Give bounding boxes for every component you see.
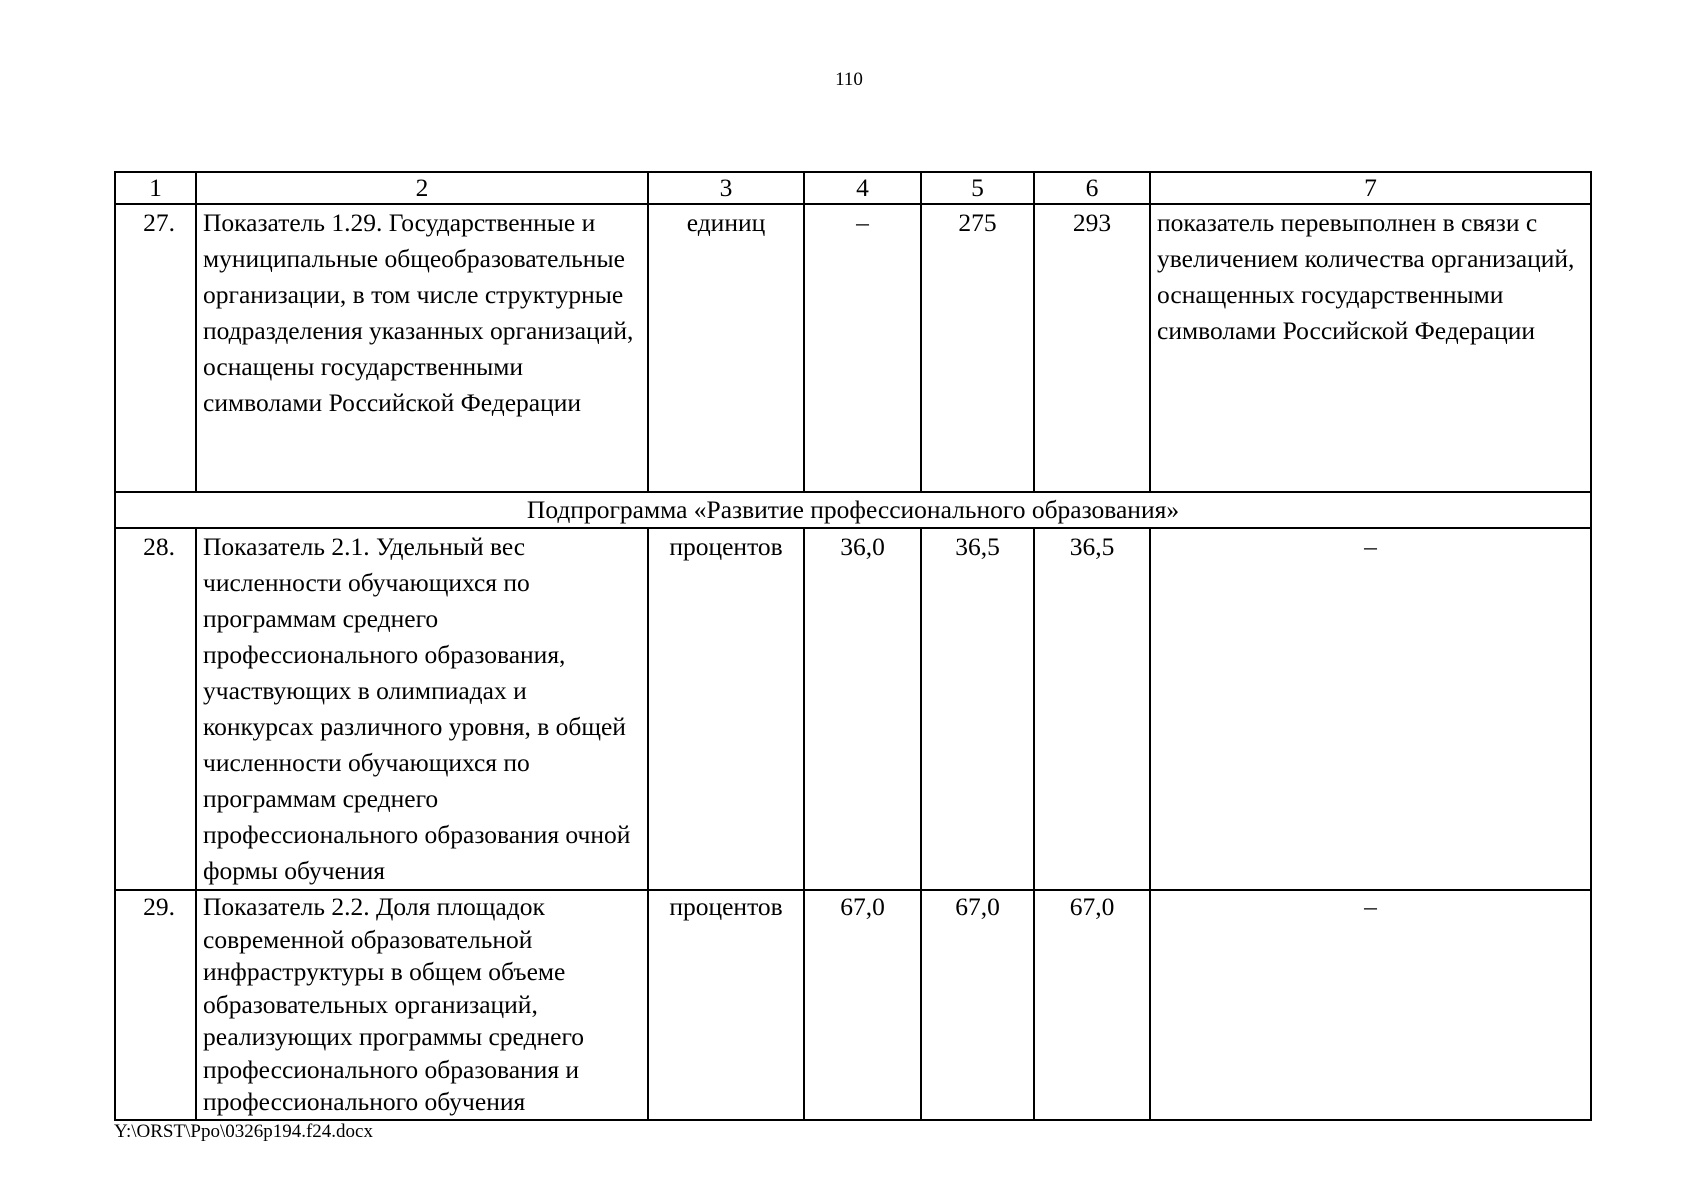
column-header: 6 [1034,172,1150,204]
indicator-name: Показатель 1.29. Государственные и муниципальные общеобразовательные организации, в том числе структурные подразделения указанных организаций, оснащены государственными символами Российской Федерации [196,204,648,492]
table-row [115,528,1591,890]
value-col5: 67,0 [921,890,1034,1120]
table-row [115,890,1591,1120]
page-number: 110 [835,69,863,90]
column-header: 4 [804,172,921,204]
value-col6: 293 [1034,204,1150,492]
subprogram-title: Подпрограмма «Развитие профессионального образования» [115,492,1591,528]
row-number: 28. [115,528,196,890]
table-row [115,204,1591,492]
indicators-table [114,171,1592,1121]
value-col4: – [804,204,921,492]
subprogram-row [115,492,1591,528]
column-header: 7 [1150,172,1591,204]
value-col4: 67,0 [804,890,921,1120]
unit: единиц [648,204,804,492]
note: показатель перевыполнен в связи с увеличением количества организаций, оснащенных государственными символами Российской Федерации [1150,204,1591,492]
row-number: 29. [115,890,196,1120]
column-header: 2 [196,172,648,204]
unit: процентов [648,890,804,1120]
note: – [1150,890,1591,1120]
value-col5: 36,5 [921,528,1034,890]
indicator-name: Показатель 2.1. Удельный вес численности обучающихся по программам среднего профессионального образования, участвующих в олимпиадах и конкурсах различного уровня, в общей численности обучающихся по программам среднего профессионального образования очной формы обучения [196,528,648,890]
column-header: 1 [115,172,196,204]
table-header-row [115,172,1591,204]
column-header: 3 [648,172,804,204]
column-header: 5 [921,172,1034,204]
value-col6: 67,0 [1034,890,1150,1120]
value-col4: 36,0 [804,528,921,890]
footer-file-path: Y:\ORST\Ppo\0326p194.f24.docx [114,1121,373,1142]
unit: процентов [648,528,804,890]
row-number: 27. [115,204,196,492]
value-col6: 36,5 [1034,528,1150,890]
note: – [1150,528,1591,890]
indicator-name: Показатель 2.2. Доля площадок современной образовательной инфраструктуры в общем объеме образовательных организаций, реализующих программы среднего профессионального образования и профессионального обучения [196,890,648,1120]
value-col5: 275 [921,204,1034,492]
